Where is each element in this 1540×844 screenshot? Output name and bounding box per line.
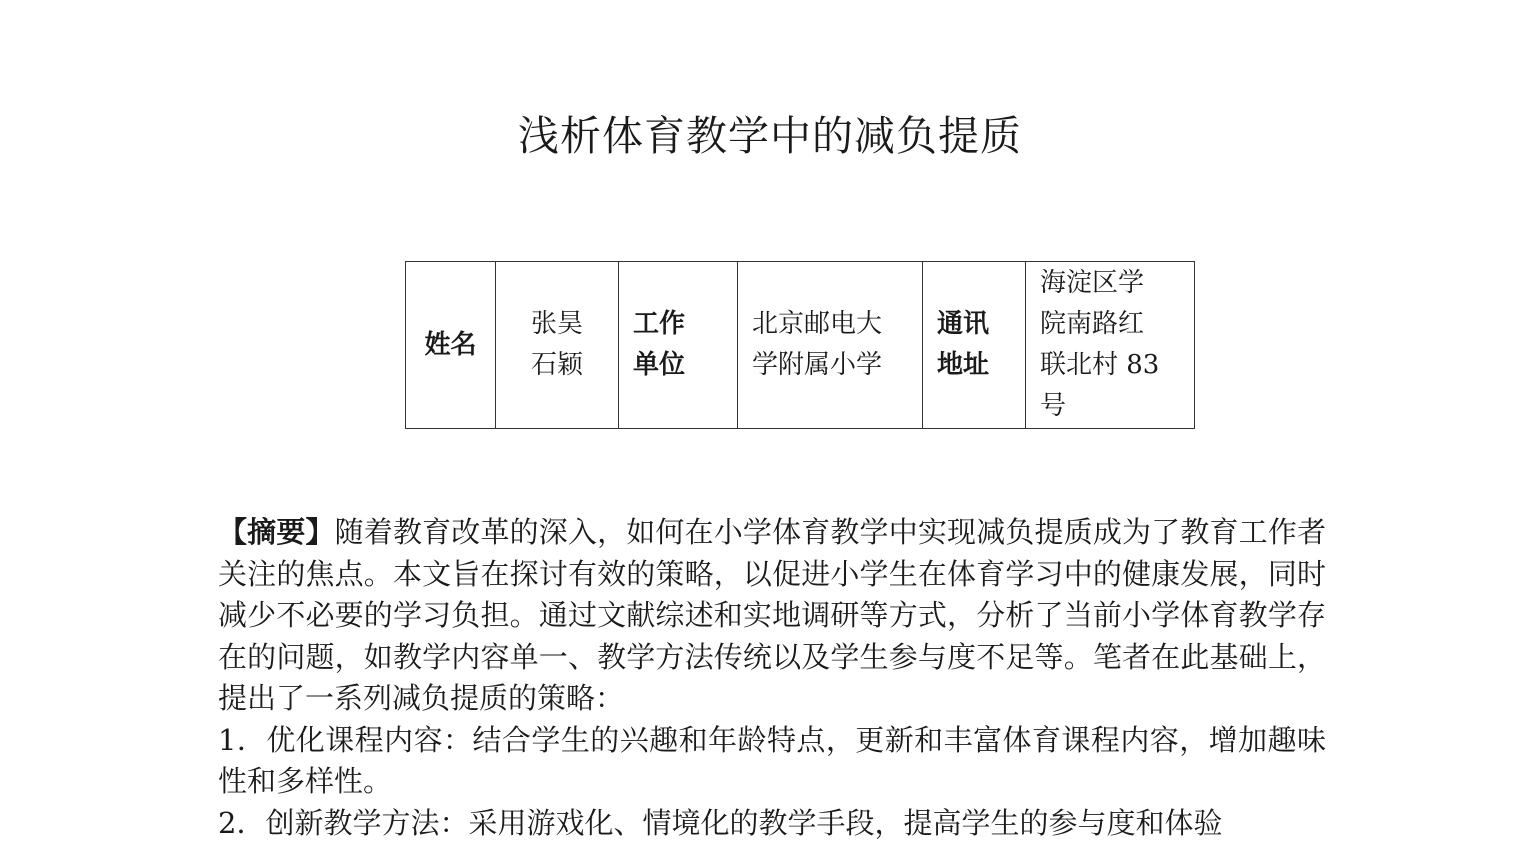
- name-label-cell: [406, 262, 496, 429]
- abstract-list-item-1: 1．优化课程内容：结合学生的兴趣和年龄特点，更新和丰富体育课程内容，增加趣味性和多样性。: [218, 720, 1326, 803]
- abstract-list-item-2: 2．创新教学方法：采用游戏化、情境化的教学手段，提高学生的参与度和体验: [218, 803, 1326, 844]
- work-value-cell: [738, 262, 923, 429]
- abstract-body: 随着教育改革的深入，如何在小学体育教学中实现减负提质成为了教育工作者关注的焦点。本文旨在探讨有效的策略，以促进小学生在体育学习中的健康发展，同时减少不必要的学习负担。通过文献综述和实地调研等方式，分析了当前小学体育教学存在的问题，如教学内容单一、教学方法传统以及学生参与度不足等。笔者在此基础上，提出了一系列减负提质的策略：: [218, 515, 1326, 715]
- address-label-cell: [923, 262, 1026, 429]
- address-value-cell: [1026, 262, 1195, 429]
- author-info-table: [405, 261, 1195, 429]
- abstract-paragraph: [218, 512, 1326, 720]
- work-unit-value: 北京邮电大学附属小学: [752, 304, 897, 386]
- author-info-row: [406, 262, 1195, 429]
- name-label: 姓名: [406, 325, 495, 366]
- work-unit-label: 工作单位: [633, 304, 689, 386]
- work-label-cell: [619, 262, 738, 429]
- document-title: 浅析体育教学中的减负提质: [0, 108, 1540, 164]
- address-label: 通讯地址: [937, 304, 995, 386]
- address-value: 海淀区学院南路红联北村 83 号: [1040, 263, 1160, 427]
- abstract-label: 【摘要】: [218, 515, 335, 549]
- name-value: 张昊石颖: [527, 304, 587, 386]
- name-value-cell: [496, 262, 619, 429]
- abstract-section: [218, 512, 1326, 844]
